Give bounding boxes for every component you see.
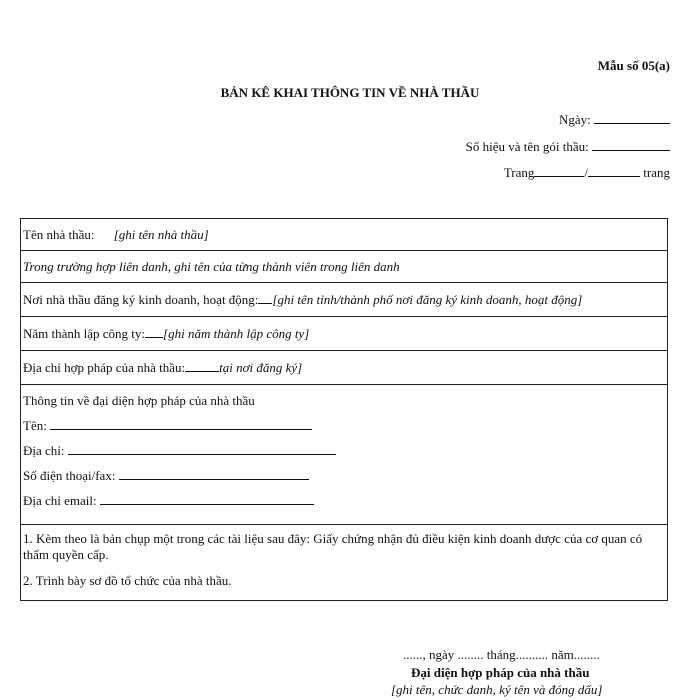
rep-section-title: Thông tin về đại diện hợp pháp của nhà thầu (23, 393, 255, 408)
registration-place-label: Nơi nhà thầu đăng ký kinh doanh, hoạt động: (23, 291, 259, 307)
table-row (21, 251, 668, 283)
rep-name-blank[interactable] (50, 428, 312, 430)
representative-cell (21, 385, 668, 525)
rep-phone-row (23, 468, 665, 484)
document-title: BẢN KÊ KHAI THÔNG TIN VỀ NHÀ THẦU (220, 85, 480, 100)
rep-email-row (23, 493, 665, 509)
rep-address-row (23, 443, 665, 459)
table-row (21, 351, 668, 385)
signer-note: [ghi tên, chức danh, ký tên và đóng dấu] (391, 682, 603, 697)
package-label: Số hiệu và tên gói thầu: (465, 139, 589, 154)
rep-phone-label: Số điện thoại/fax: (23, 468, 116, 483)
rep-name-label: Tên: (23, 418, 47, 433)
legal-address-blank (185, 370, 219, 372)
table-row (21, 283, 668, 317)
rep-address-blank[interactable] (68, 453, 336, 455)
table-row (21, 385, 668, 525)
founding-year-hint[interactable]: [ghi năm thành lập công ty] (163, 325, 310, 341)
attachment-item-1: 1. Kèm theo là bản chụp một trong các tài liệu sau đây: Giấy chứng nhận đủ điều kiện kinh doanh dược của cơ quan có thẩm quyền cấp. (23, 531, 643, 562)
date-label: Ngày: (558, 112, 591, 127)
legal-address-hint[interactable]: tại nơi đăng ký] (219, 359, 303, 375)
attachments-cell (21, 525, 668, 601)
package-blank[interactable] (592, 149, 670, 151)
legal-address-label: Địa chỉ hợp pháp của nhà thầu: (23, 359, 186, 375)
page-total-blank[interactable] (588, 175, 640, 177)
rep-email-blank[interactable] (100, 503, 314, 505)
table-row (21, 525, 668, 601)
table-row (21, 219, 668, 251)
founding-year-cell (21, 317, 668, 351)
page-line (504, 165, 670, 181)
founding-year-blank (145, 336, 163, 338)
date-blank[interactable] (594, 122, 670, 124)
registration-place-cell (21, 283, 668, 317)
bidder-info-table (20, 218, 668, 601)
rep-phone-blank[interactable] (119, 478, 309, 480)
page-suffix: trang (643, 165, 670, 180)
signature-date-line: ......, ngày ........ tháng.......... năm........ (403, 647, 600, 662)
attachment-item-2: 2. Trình bày sơ đồ tổ chức của nhà thầu. (23, 573, 232, 588)
table-row (21, 317, 668, 351)
joint-venture-note: Trong trường hợp liên danh, ghi tên của từng thành viên trong liên danh (21, 251, 668, 283)
date-line (559, 112, 670, 128)
page-prefix: Trang (503, 165, 535, 180)
bidder-name-hint[interactable]: [ghi tên nhà thầu] (113, 226, 209, 242)
form-number: Mẫu số 05(a) (597, 58, 670, 73)
page-separator: / (584, 165, 589, 180)
legal-address-cell (21, 351, 668, 385)
package-line (466, 139, 670, 155)
registration-place-hint[interactable]: [ghi tên tỉnh/thành phố nơi đăng ký kinh doanh, hoạt động] (272, 291, 583, 307)
rep-address-label: Địa chỉ: (23, 443, 65, 458)
bidder-name-cell (21, 219, 668, 251)
registration-place-blank (258, 302, 272, 304)
founding-year-label: Năm thành lập công ty: (23, 325, 146, 341)
page-current-blank[interactable] (534, 175, 584, 177)
rep-email-label: Địa chỉ email: (23, 493, 97, 508)
bidder-name-label: Tên nhà thầu: (23, 226, 95, 242)
signer-title: Đại diện hợp pháp của nhà thầu (411, 665, 590, 680)
rep-name-row (23, 418, 665, 434)
